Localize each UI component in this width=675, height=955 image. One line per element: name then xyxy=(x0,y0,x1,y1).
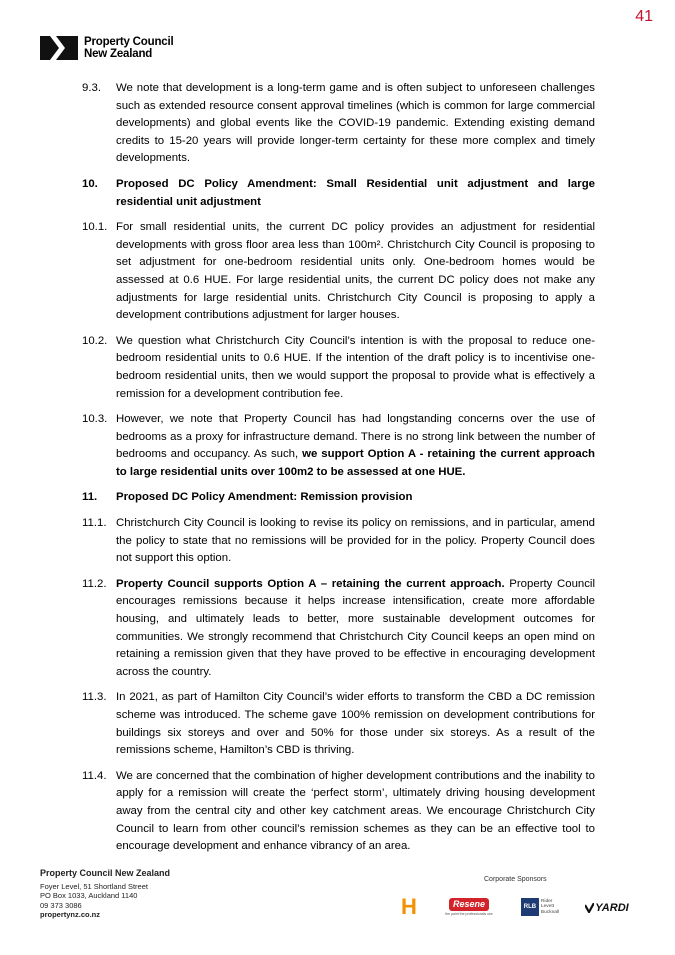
paragraph-number: 10.1. xyxy=(82,221,108,234)
section-heading-text xyxy=(116,176,595,211)
numbered-paragraph xyxy=(82,80,595,168)
text-segment: However, we note that Property Council has had longstanding concerns over the use of bedrooms as a proxy for infrastructure demand. There is no strong link between the number of bedrooms and occupancy. As such, xyxy=(116,413,595,461)
corporate-sponsors-label: Corporate Sponsors xyxy=(484,876,547,883)
section-heading-text xyxy=(116,489,595,507)
sponsor-h-letter: H xyxy=(401,894,417,919)
numbered-paragraph xyxy=(82,333,595,403)
numbered-paragraph xyxy=(82,689,595,759)
bold-text-segment: Property Council supports Option A – retaining the current approach. xyxy=(116,577,505,590)
paragraph-text xyxy=(116,515,595,568)
footer-website-link[interactable]: propertynz.co.nz xyxy=(40,910,101,920)
paragraph-number: 11.2. xyxy=(82,577,107,590)
footer-contact xyxy=(40,868,170,920)
sponsor-resene-wordmark: Resene xyxy=(449,898,489,911)
section-heading xyxy=(82,176,595,211)
brand-logo xyxy=(40,36,173,60)
sponsor-rlb-mark: RLB xyxy=(521,898,539,916)
paragraph-text xyxy=(116,576,595,682)
text-segment: Proposed DC Policy Amendment: Small Residential unit adjustment and large residential unit adjustment xyxy=(116,177,595,208)
paragraph-number: 11.4. xyxy=(82,769,107,782)
paragraph-text xyxy=(116,219,595,325)
numbered-paragraph xyxy=(82,515,595,568)
text-segment: We note that development is a long-term game and is often subject to unforeseen challenges such as extended resource consent approval timelines (which is common for large commercial developments) and global events like the COVID-19 pandemic. Extending existing demand credits to 15-20 years will provide longer-term certainty for these more complex and timely developments. xyxy=(116,82,595,165)
sponsor-rlb-name-2: Levett xyxy=(540,904,554,910)
paragraph-text xyxy=(116,768,595,856)
sponsor-resene-logo xyxy=(446,896,492,918)
numbered-paragraph xyxy=(82,576,595,682)
paragraph-text xyxy=(116,333,595,403)
text-segment: For small residential units, the current DC policy provides an adjustment for residential developments with gross floor area less than 100m². Christchurch City Council is proposing to set adjustment for one-bedroom residential units only. One-bedroom homes would be assessed at 0.6 HUE. For large residential units, the current DC policy does not make any adjustments for large residential units. Christchurch City Council is proposing to apply a development contributions adjustment for larger houses. xyxy=(116,221,595,322)
sponsor-rlb-name-1: Rider xyxy=(540,898,553,904)
paragraph-number: 10.3. xyxy=(82,413,108,426)
property-council-logo-icon xyxy=(40,36,78,60)
brand-line-1: Property Council xyxy=(84,36,174,48)
paragraph-number: 10. xyxy=(82,177,98,190)
footer-org-name: Property Council New Zealand xyxy=(40,868,171,878)
paragraph-text xyxy=(116,411,595,481)
paragraph-text xyxy=(116,80,595,168)
text-segment: In 2021, as part of Hamilton City Council’s wider efforts to transform the CBD a DC remission scheme was introduced. The scheme gave 100% remission on development contributions for buildings six storeys and over and 50% for those under six storeys. As a result of the remissions scheme, Hamilton’s CBD is thriving. xyxy=(116,691,595,757)
footer-address-line-1: Foyer Level, 51 Shortland Street xyxy=(40,882,148,891)
text-segment: Property Council encourages remissions because it helps increase intensification, create more affordable housing, and ultimately leads to better, more sustainable development outcomes for communities. We strongly recommend that Christchurch City Council keeps an open mind on retaining a remission given that they have proved to be effective in encouraging development across the country. xyxy=(116,577,595,678)
sponsor-rlb-logo xyxy=(517,896,563,918)
paragraph-number: 11.1. xyxy=(82,517,107,530)
sponsor-h-logo xyxy=(398,894,420,920)
paragraph-number: 10.2. xyxy=(82,334,108,347)
paragraph-number: 11. xyxy=(82,491,98,504)
section-heading xyxy=(82,489,595,507)
sponsor-resene-tagline: the paint the professionals use xyxy=(445,912,493,916)
text-segment: Christchurch City Council is looking to revise its policy on remissions, and in particular, amend the policy to state that no remissions will be provided for in the policy. Property Council does not support this option. xyxy=(116,517,595,565)
sponsor-rlb-name-3: Bucknall xyxy=(540,909,560,915)
text-segment: We are concerned that the combination of higher development contributions and the inability to apply for a remission will create the ‘perfect storm’, ultimately driving housing development away from the central city and other key catchment areas. We encourage Christchurch City Council to learn from other council’s remission schemes as they can be an effective tool to encourage development and enhance vibrancy of an area. xyxy=(116,769,595,853)
text-segment: Proposed DC Policy Amendment: Remission provision xyxy=(116,491,413,504)
paragraph-text xyxy=(116,689,595,759)
sponsor-rlb-name xyxy=(541,899,559,915)
yardi-check-icon xyxy=(585,903,594,913)
paragraph-number: 11.3. xyxy=(82,691,107,704)
text-segment: We question what Christchurch City Council’s intention is with the proposal to reduce one-bedroom residential units to 0.6 HUE. If the intention of the draft policy is to incentivise one-bedroom residential units, then we would support the proposal to provide what is effectively a remission for a development contribution fee. xyxy=(116,334,595,400)
document-body xyxy=(82,80,595,864)
page-number: 41 xyxy=(635,8,653,25)
sponsor-yardi-logo xyxy=(580,900,634,916)
numbered-paragraph xyxy=(82,219,595,325)
footer-address-line-2: PO Box 1033, Auckland 1140 xyxy=(40,891,138,901)
numbered-paragraph xyxy=(82,768,595,856)
numbered-paragraph xyxy=(82,411,595,481)
brand-name xyxy=(84,36,173,60)
footer-phone: 09 373 3086 xyxy=(40,900,82,910)
brand-line-2: New Zealand xyxy=(84,48,153,60)
paragraph-number: 9.3. xyxy=(82,82,101,94)
sponsor-yardi-wordmark: YARDI xyxy=(595,902,629,914)
bold-text-segment: we support Option A - retaining the current approach to large residential units over 100m2 to be assessed at one HUE. xyxy=(116,448,595,478)
